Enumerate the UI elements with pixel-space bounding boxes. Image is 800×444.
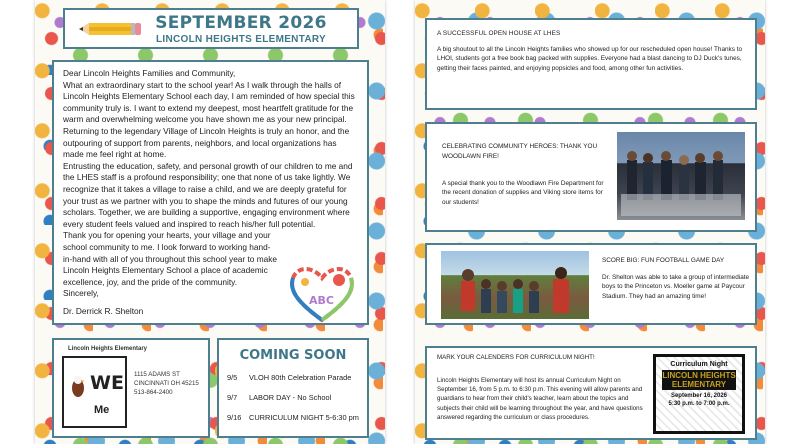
logo-me-text: Me xyxy=(94,404,110,416)
letter-paragraph-2: Entrusting the education, safety, and personal growth of our children to me and the LHES staff is a profound responsibility; one that none of us take lightly. We recognize that it takes a village to raise a child, and we are deeply grateful for your trust as we partner with you to shape the minds and futures of our young scholars. Together, we are building a supportive, engaging environment where every student feels valued and inspired to reach his/her full potential. xyxy=(63,160,353,229)
community-heroes-article xyxy=(425,122,757,232)
newsletter-title: SEPTEMBER 2026 xyxy=(155,13,327,33)
newsletter-page-left xyxy=(35,0,385,444)
curriculum-night-article xyxy=(425,346,757,440)
flyer-time: 5:30 p.m. to 7:00 p.m. xyxy=(668,400,730,407)
football-body: Dr. Shelton was able to take a group of intermediate boys to the Princeton vs. Moeller game at Paycour Stadium. They had an amazing time! xyxy=(602,274,750,300)
newsletter-page-right xyxy=(415,0,765,444)
coming-soon-card xyxy=(217,338,369,438)
flyer-title: Curriculum Night xyxy=(670,361,728,368)
firefighters-photo xyxy=(617,132,745,220)
flyer-details xyxy=(656,393,742,408)
firefighters-figures xyxy=(617,132,745,220)
newsletter-header xyxy=(63,8,359,49)
svg-text:ABC: ABC xyxy=(309,294,334,307)
event-date: 9/16 xyxy=(227,413,242,422)
event-text: LABOR DAY - No School xyxy=(249,393,332,402)
eagle-mascot-icon xyxy=(70,374,86,398)
event-item xyxy=(227,373,351,382)
we-me-logo xyxy=(62,356,127,428)
curriculum-flyer xyxy=(653,354,745,434)
flyer-school: LINCOLN HEIGHTS ELEMENTARY xyxy=(662,371,736,389)
football-article xyxy=(425,243,757,325)
football-group-photo xyxy=(441,251,589,319)
principal-letter xyxy=(52,60,369,325)
open-house-article xyxy=(425,18,757,110)
flyer-date: September 16, 2026 xyxy=(670,393,728,399)
heart-abc-icon xyxy=(287,262,357,324)
event-date: 9/7 xyxy=(227,393,238,402)
event-text: CURRICULUM NIGHT 5-6:30 pm xyxy=(249,413,359,422)
address-street: 1115 ADAMS ST xyxy=(134,371,180,378)
football-group-figures xyxy=(441,251,589,319)
event-item xyxy=(227,413,359,422)
coming-soon-title: COMING SOON xyxy=(239,348,347,363)
event-date: 9/5 xyxy=(227,373,238,382)
pencil-icon xyxy=(79,22,141,36)
school-info-card xyxy=(52,338,210,438)
school-name-subtitle: LINCOLN HEIGHTS ELEMENTARY xyxy=(155,34,327,45)
school-address xyxy=(134,370,199,397)
event-text: VLOH 80th Celebration Parade xyxy=(249,373,352,382)
letter-signature: Dr. Derrick R. Shelton xyxy=(63,306,144,316)
letter-greeting: Dear Lincoln Heights Families and Community, xyxy=(63,68,236,78)
letter-paragraph-1: What an extraordinary start to the school year! As I walk through the halls of Lincoln Heights Elementary School each day, I am reminded of how special this community truly is. I want to extend my deepest, most heartfelt gratitude for the warm and overwhelming welcome you have shown me as your new principal. Returning to the legendary Village of Lincoln Heights is truly an honor, and the outpouring of support from parents, neighbors, and local organizations has made me feel right at home. xyxy=(63,79,355,160)
logo-we-text: WE xyxy=(90,372,124,394)
open-house-body: A big shoutout to all the Lincoln Heights families who showed up for our rescheduled open house! Thanks to LHOI, students got a free book bag packed with supplies. Everyone had a blast dancing to DJ Duck's tunes, getting their faces painted, and enjoying popsicles and food, among other fun activities. xyxy=(437,46,743,72)
address-city: CINCINNATI OH 45215 xyxy=(134,380,199,387)
curriculum-body: Lincoln Heights Elementary will host its annual Curriculum Night on September 16, from 5 p.m. to 6:30 p.m. This evening will allow parents and guardians to hear from their child's teacher, learn about the topics and subjects their child will be learning throughout the year, and have questions answered regarding the curriculum or class procedures. xyxy=(437,377,643,421)
school-card-name: Lincoln Heights Elementary xyxy=(68,346,148,352)
school-phone: 513-864-2400 xyxy=(134,389,173,396)
letter-closing: Sincerely, xyxy=(63,288,99,299)
curriculum-title: MARK YOUR CALENDERS FOR CURRICULUM NIGHT! xyxy=(437,354,595,361)
football-title: SCORE BIG: FUN FOOTBALL GAME DAY xyxy=(602,257,725,264)
letter-paragraph-3: Thank you for opening your hearts, your village and your school community to me. I look forward to working hand-in-hand with all of you throughout this school year to make Lincoln Heights Elementary School a place of academic excellence, joy, and the pride of the community. xyxy=(63,230,277,287)
heroes-title: CELEBRATING COMMUNITY HEROES: THANK YOU WOODLAWN FIRE! xyxy=(442,143,598,160)
event-item xyxy=(227,393,331,402)
open-house-title: A SUCCESSFUL OPEN HOUSE AT LHES xyxy=(437,30,561,37)
heroes-body: A special thank you to the Woodlawn Fire Department for the recent donation of supplies and Viking store items for our students! xyxy=(442,180,604,206)
